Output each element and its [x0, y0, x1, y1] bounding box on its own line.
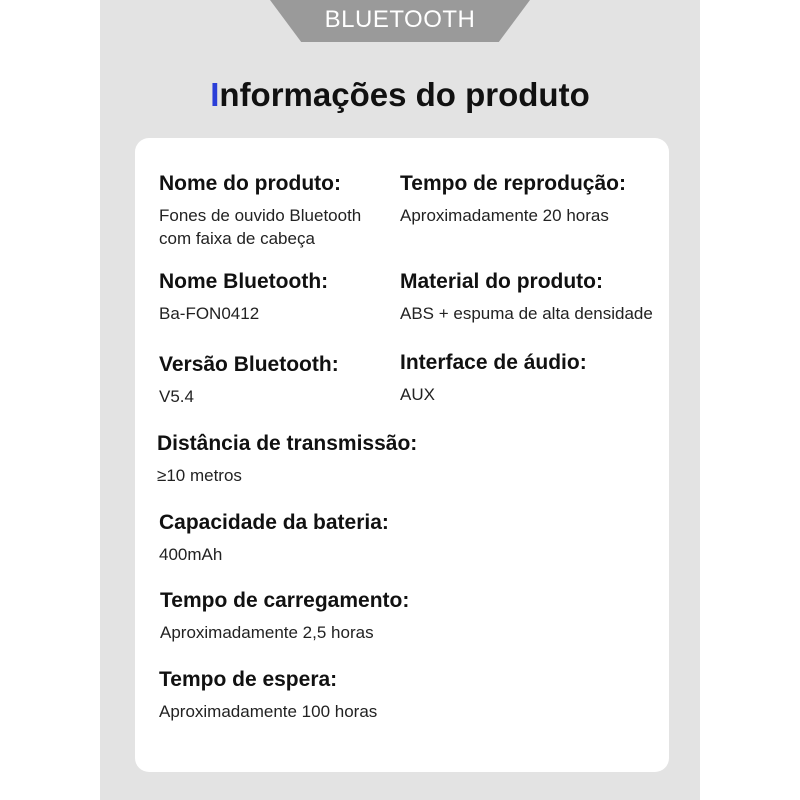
spec-material	[400, 270, 653, 325]
banner-label: BLUETOOTH	[324, 6, 476, 33]
spec-label: Material do produto:	[400, 270, 603, 293]
spec-nome-bluetooth	[159, 270, 328, 325]
spec-value: ≥10 metros	[157, 466, 242, 485]
product-info-card	[135, 138, 669, 772]
spec-distancia	[157, 432, 417, 487]
spec-label: Interface de áudio:	[400, 351, 587, 374]
spec-value: 400mAh	[159, 545, 223, 564]
spec-value: Aproximadamente 100 horas	[159, 702, 378, 721]
title-rest: nformações do produto	[219, 76, 590, 113]
spec-tempo-reproducao	[400, 172, 626, 227]
spec-value: Aproximadamente 20 horas	[400, 206, 609, 225]
spec-espera	[159, 668, 377, 723]
page-title	[0, 76, 800, 114]
spec-value: Aproximadamente 2,5 horas	[160, 623, 374, 642]
spec-value: ABS + espuma de alta densidade	[400, 304, 653, 323]
title-accent-letter: I	[210, 76, 220, 113]
spec-value: AUX	[400, 385, 435, 404]
spec-label: Distância de transmissão:	[157, 432, 418, 455]
spec-versao-bluetooth	[159, 353, 339, 408]
spec-label: Tempo de reprodução:	[400, 172, 626, 195]
spec-label: Capacidade da bateria:	[159, 511, 389, 534]
spec-value-line1: Fones de ouvido Bluetooth	[159, 206, 362, 225]
spec-label: Tempo de espera:	[159, 668, 338, 691]
spec-carregamento	[160, 589, 409, 644]
spec-value: Ba-FON0412	[159, 304, 260, 323]
spec-label: Tempo de carregamento:	[160, 589, 410, 612]
spec-value: V5.4	[159, 387, 194, 406]
spec-value	[159, 204, 361, 250]
spec-nome-produto	[159, 172, 361, 250]
spec-label: Nome Bluetooth:	[159, 270, 329, 293]
spec-label: Versão Bluetooth:	[159, 353, 339, 376]
spec-bateria	[159, 511, 389, 566]
spec-value-line2: com faixa de cabeça	[159, 229, 315, 248]
spec-interface-audio	[400, 351, 587, 406]
spec-label: Nome do produto:	[159, 172, 341, 195]
